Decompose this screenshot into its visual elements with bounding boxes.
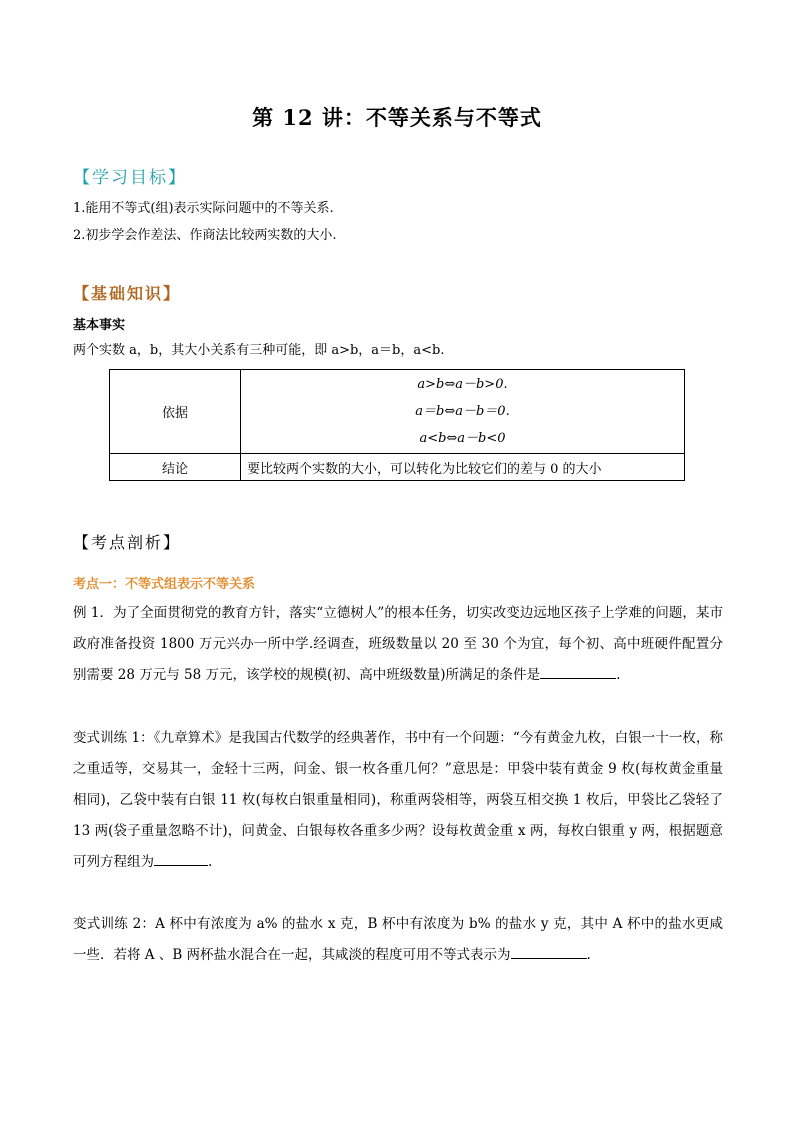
example-1 bbox=[73, 598, 723, 691]
table-label-conclusion: 结论 bbox=[110, 454, 241, 481]
key-point-1: 考点一：不等式组表示不等关系 bbox=[73, 577, 256, 592]
example-1-text: 例 1．为了全面贯彻党的教育方针，落实“立德树人”的根本任务，切实改变边远地区孩子上学难的问题，某市政府准备投资 1800 万元兴办一所中学.经调查，班级数量以 20 至 30 个为宜，每个初、高中班硬件配置分别需要 28 万元与 58 万元，该学校的规模(初、高中班级数量)所满足的条件是 bbox=[73, 605, 723, 683]
basics-subheading: 基本事实 bbox=[73, 318, 126, 333]
variant-1 bbox=[73, 723, 723, 878]
goals-heading: 【学习目标】 bbox=[73, 168, 187, 188]
variant-1-text: 变式训练 1：《九章算术》是我国古代数学的经典著作，书中有一个问题：“今有黄金九枚，白银一十一枚，称之重适等，交易其一，金轻十三两，问金、银一枚各重几何？”意思是：甲袋中装有黄金 9 枚(每枚黄金重量相同)，乙袋中装有白银 11 枚(每枚白银重量相同)，称重两袋相等，两袋互相交换 1 枚后，甲袋比乙袋轻了 13 两(袋子重量忽略不计)，问黄金、白银每枚各重多少两？设每枚黄金重 x 两，每枚白银重 y 两，根据题意可列方程组为 bbox=[73, 730, 723, 870]
page-title: 第 12 讲：不等关系与不等式 bbox=[252, 105, 542, 130]
table-rule-gt: a>b⇔a－b>0. bbox=[417, 377, 508, 392]
goal-item-2: 2.初步学会作差法、作商法比较两实数的大小. bbox=[73, 228, 337, 243]
answer-blank-1[interactable] bbox=[540, 664, 616, 679]
basics-heading: 【基础知识】 bbox=[73, 284, 182, 303]
table-label-basis: 依据 bbox=[110, 370, 241, 454]
variant-2 bbox=[73, 909, 723, 971]
analysis-heading: 【考点剖析】 bbox=[73, 533, 182, 552]
table-rule-lt: a<b⇔a－b<0 bbox=[419, 431, 506, 446]
basics-intro: 两个实数 a，b，其大小关系有三种可能，即 a>b，a＝b，a<b. bbox=[73, 343, 445, 358]
table-conclusion-text: 要比较两个实数的大小，可以转化为比较它们的差与 0 的大小 bbox=[241, 454, 685, 481]
variant-2-text: 变式训练 2：A 杯中有浓度为 a% 的盐水 x 克，B 杯中有浓度为 b% 的盐水 y 克，其中 A 杯中的盐水更咸一些．若将 A 、B 两杯盐水混合在一起，其咸淡的程度可用不等式表示为 bbox=[73, 916, 723, 963]
goal-item-1: 1.能用不等式(组)表示实际问题中的不等关系. bbox=[73, 201, 334, 216]
answer-blank-3[interactable] bbox=[511, 944, 587, 959]
period: . bbox=[616, 667, 621, 683]
period: . bbox=[208, 854, 213, 870]
answer-blank-2[interactable] bbox=[154, 851, 208, 866]
period: . bbox=[586, 947, 591, 963]
table-rule-eq: a＝b⇔a－b＝0. bbox=[415, 404, 510, 419]
basic-facts-table bbox=[109, 369, 685, 481]
